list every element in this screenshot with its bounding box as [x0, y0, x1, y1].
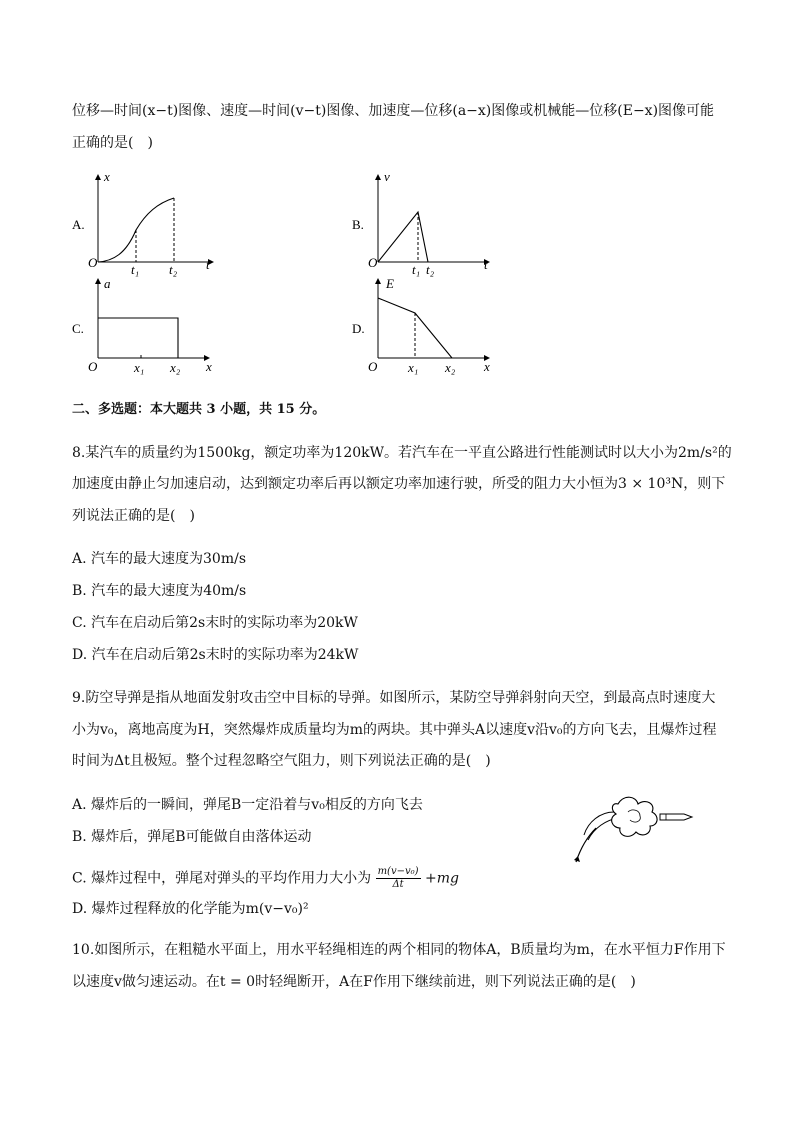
graph-b [348, 168, 508, 282]
y-axis-label: a [104, 276, 111, 291]
missile-explosion-figure [566, 790, 706, 874]
x-axis-label: t [484, 257, 488, 272]
x-axis-label: t [206, 257, 210, 272]
graph-a [68, 168, 228, 282]
q9-option-b[interactable]: B. 爆炸后，弹尾B可能做自由落体运动 [72, 829, 312, 845]
q10-stem-line2: 以速度v做匀速运动。在t = 0时轻绳断开，A在F作用下继续前进，则下列说法正确的是( ) [72, 974, 636, 990]
q9-option-c-fraction [376, 866, 421, 891]
t1-label: t₁ [131, 262, 140, 277]
option-c-label: C. [72, 321, 84, 336]
graph-c [68, 272, 228, 384]
t2-label: t₂ [426, 262, 435, 277]
smoke-trail-1 [584, 812, 614, 835]
y-axis-label: E [386, 276, 394, 291]
y-axis-arrow-icon [375, 174, 381, 180]
q8-stem-line1: 8.某汽车的质量约为1500kg，额定功率为120kW。若汽车在一平直公路进行性能测试时以大小为2m/s²的 [72, 445, 732, 461]
fraction-numerator: m(v−v₀) [377, 866, 419, 877]
x-axis-label: x [206, 359, 212, 374]
a-x-line [98, 318, 178, 358]
missile-tail-icon [574, 856, 580, 862]
option-d-label: D. [352, 321, 365, 336]
x2-label: x₂ [170, 360, 181, 375]
origin-label: O [368, 359, 378, 374]
x2-label: x₂ [445, 360, 456, 375]
v-t-line [378, 212, 428, 262]
q7-stem-line2: 正确的是( ) [72, 135, 153, 151]
q9-stem-line1: 9.防空导弹是指从地面发射攻击空中目标的导弹。如图所示，某防空导弹斜射向天空，到最高点时速度大 [72, 690, 716, 706]
graph-d [348, 272, 508, 384]
q9-stem-line3: 时间为Δt且极短。整个过程忽略空气阻力，则下列说法正确的是( ) [72, 753, 491, 769]
t1-label: t₁ [412, 262, 421, 277]
x-axis-label: x [484, 359, 490, 374]
x1-label: x₁ [408, 360, 419, 375]
explosion-cloud-icon [612, 797, 657, 836]
q8-option-c[interactable]: C. 汽车在启动后第2s末时的实际功率为20kW [72, 615, 358, 631]
y-axis-label: v [384, 169, 390, 184]
y-axis-label: x [104, 169, 110, 184]
origin-label: O [368, 255, 378, 270]
q10-stem-line1: 10.如图所示，在粗糙水平面上，用水平轻绳相连的两个相同的物体A，B质量均为m，在水平恒力F作用下 [72, 942, 726, 958]
y-axis-arrow-icon [95, 174, 101, 180]
section-heading: 二、多选题：本大题共 3 小题，共 15 分。 [72, 402, 326, 417]
origin-label: O [88, 359, 98, 374]
y-axis-arrow-icon [375, 278, 381, 284]
q9-option-d[interactable]: D. 爆炸过程释放的化学能为m(v−v₀)² [72, 901, 309, 917]
x1-label: x₁ [134, 360, 145, 375]
q8-option-b[interactable]: B. 汽车的最大速度为40m/s [72, 583, 247, 599]
option-b-label: B. [352, 217, 364, 232]
q8-stem-line2: 加速度由静止匀加速启动，达到额定功率后再以额定功率加速行驶，所受的阻力大小恒为3 × 10³N，则下 [72, 476, 726, 492]
option-a-label: A. [72, 217, 85, 232]
q9-option-c-text: C. 爆炸过程中，弹尾对弹头的平均作用力大小为 [72, 870, 372, 887]
fraction-denominator: Δt [392, 879, 404, 890]
origin-label: O [88, 255, 98, 270]
q8-stem-line3: 列说法正确的是( ) [72, 508, 195, 524]
q8-option-d[interactable]: D. 汽车在启动后第2s末时的实际功率为24kW [72, 647, 359, 663]
q9-stem-line2: 小为v₀，离地高度为H，突然爆炸成质量均为m的两块。其中弹头A以速度v沿v₀的方向飞去，且爆炸过程 [72, 722, 717, 738]
q7-stem-line1: 位移—时间(x−t)图像、速度—时间(v−t)图像、加速度—位移(a−x)图像或机械能—位移(E−x)图像可能 [72, 103, 715, 119]
y-axis-arrow-icon [95, 278, 101, 284]
q8-option-a[interactable]: A. 汽车的最大速度为30m/s [72, 551, 247, 567]
t2-label: t₂ [169, 262, 178, 277]
fraction-tail: +mg [425, 870, 459, 887]
q9-option-a[interactable]: A. 爆炸后的一瞬间，弹尾B一定沿着与v₀相反的方向飞去 [72, 797, 423, 813]
q9-option-c[interactable] [72, 866, 459, 891]
warhead-icon [660, 814, 692, 820]
